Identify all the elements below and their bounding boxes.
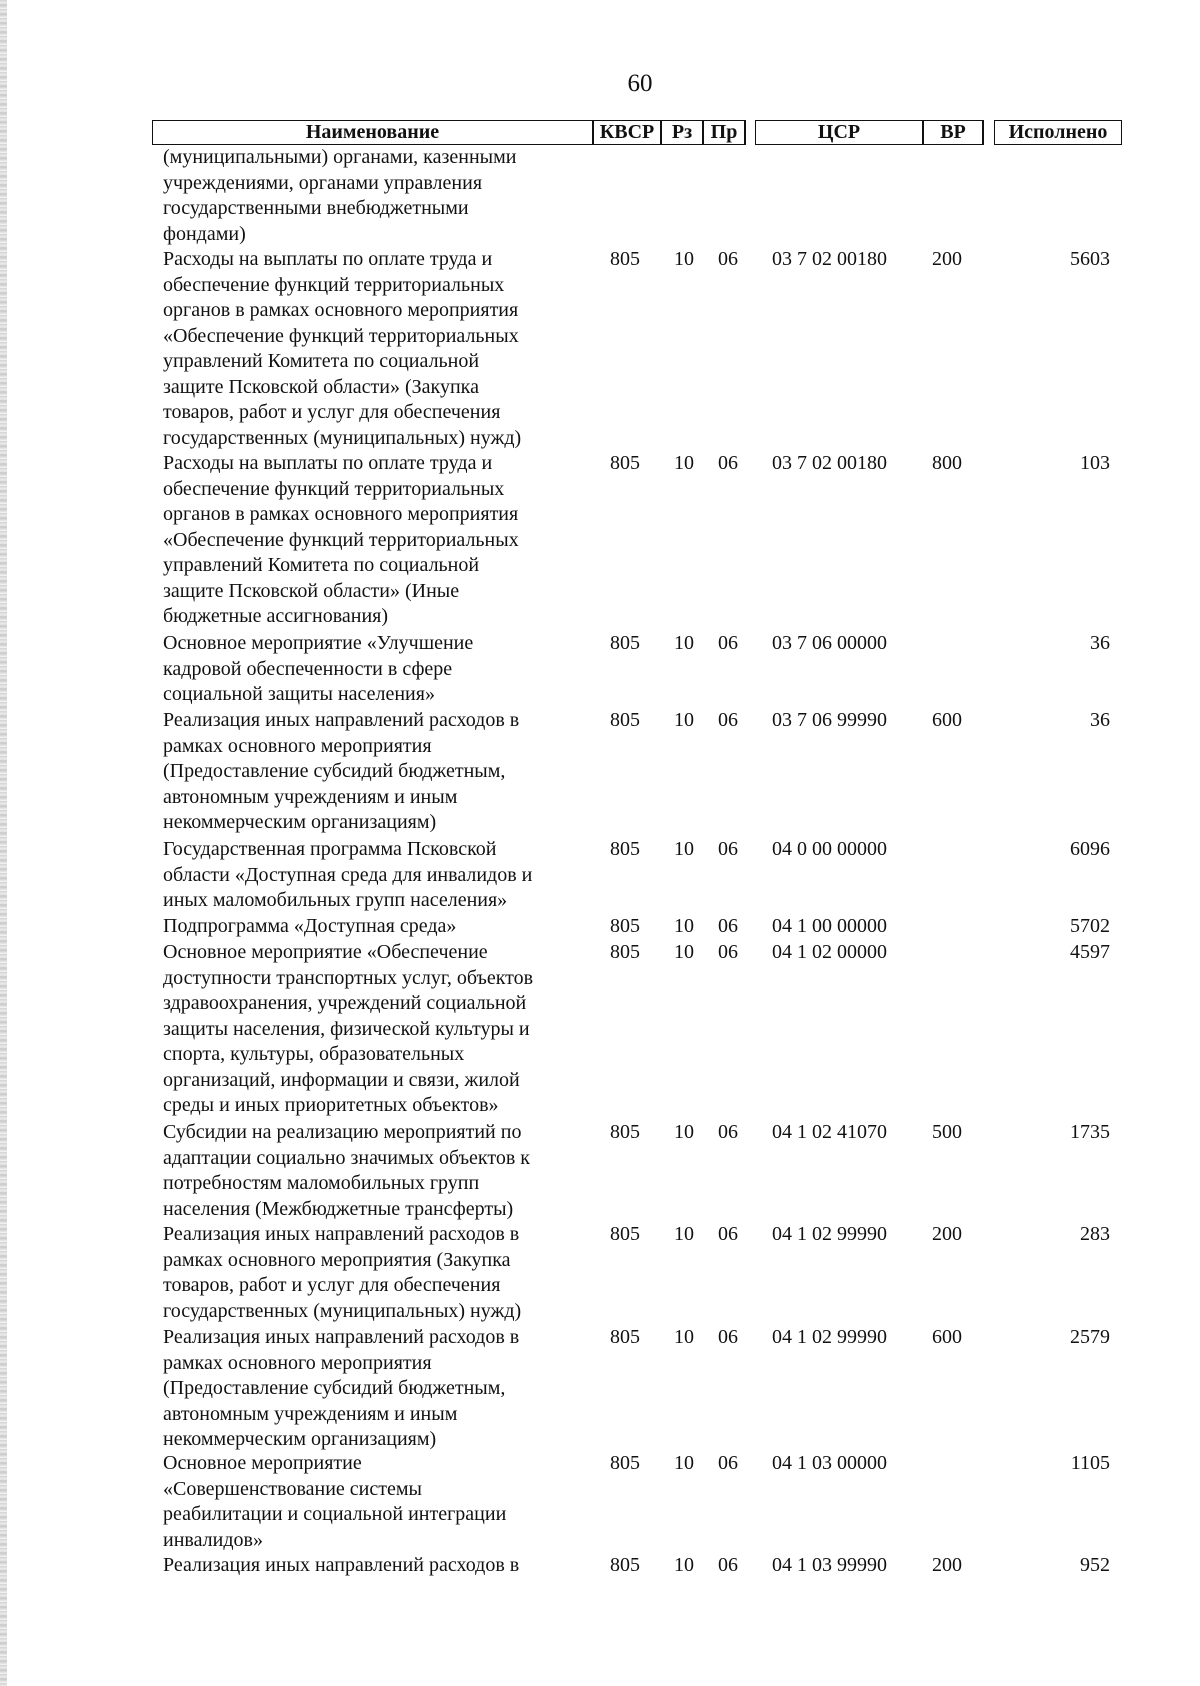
row-csr: 04 0 00 00000 (772, 838, 887, 860)
row-csr: 03 7 06 99990 (772, 709, 887, 731)
row-vr: 800 (932, 452, 962, 474)
row-vr: 200 (932, 248, 962, 270)
row-kvsr: 805 (610, 709, 640, 731)
row-name: Реализация иных направлений расходов в (163, 1554, 520, 1576)
row-vr: 500 (932, 1121, 962, 1143)
header-pr: Пр (703, 120, 745, 145)
row-done: 103 (1080, 452, 1110, 474)
row-kvsr: 805 (610, 452, 640, 474)
row-kvsr: 805 (610, 1452, 640, 1474)
row-name: Подпрограмма «Доступная среда» (163, 915, 457, 937)
row-rz: 10 (674, 1326, 694, 1348)
row-pr: 06 (718, 1452, 738, 1474)
row-kvsr: 805 (610, 1121, 640, 1143)
scan-edge-artifact (0, 0, 7, 1686)
row-name: Основное мероприятие «Совершенствование системы реабилитации и социальной интеграции инвалидов» (163, 1452, 507, 1551)
row-pr: 06 (718, 452, 738, 474)
row-rz: 10 (674, 1554, 694, 1576)
row-done: 5702 (1070, 915, 1110, 937)
row-csr: 04 1 03 99990 (772, 1554, 887, 1576)
row-pr: 06 (718, 838, 738, 860)
row-kvsr: 805 (610, 1223, 640, 1245)
row-kvsr: 805 (610, 248, 640, 270)
row-pr: 06 (718, 1223, 738, 1245)
header-vr: ВР (923, 120, 983, 145)
row-done: 4597 (1070, 941, 1110, 963)
header-gap (745, 120, 755, 145)
row-rz: 10 (674, 1223, 694, 1245)
row-done: 1105 (1070, 1452, 1110, 1474)
row-done: 952 (1080, 1554, 1110, 1576)
row-name: Реализация иных направлений расходов в рамках основного мероприятия (Предоставление субсидий бюджетным, автономным учреждениям и иным некоммерческим организациям) (163, 1326, 520, 1450)
header-kvsr: КВСР (593, 120, 661, 145)
row-done: 36 (1090, 632, 1110, 654)
row-kvsr: 805 (610, 1554, 640, 1576)
row-name: Субсидии на реализацию мероприятий по адаптации социально значимых объектов к потребностям маломобильных групп населения (Межбюджетные трансферты) (163, 1121, 531, 1220)
row-vr: 200 (932, 1223, 962, 1245)
row-done: 2579 (1070, 1326, 1110, 1348)
row-kvsr: 805 (610, 941, 640, 963)
row-pr: 06 (718, 632, 738, 654)
row-kvsr: 805 (610, 838, 640, 860)
row-csr: 04 1 02 99990 (772, 1223, 887, 1245)
row-name: (муниципальными) органами, казенными учреждениями, органами управления государственными внебюджетными фондами) (163, 146, 517, 245)
header-csr: ЦСР (755, 120, 923, 145)
row-rz: 10 (674, 915, 694, 937)
header-gap (983, 120, 994, 145)
row-csr: 04 1 03 00000 (772, 1452, 887, 1474)
row-vr: 600 (932, 709, 962, 731)
row-pr: 06 (718, 1554, 738, 1576)
row-done: 6096 (1070, 838, 1110, 860)
row-pr: 06 (718, 941, 738, 963)
row-csr: 04 1 00 00000 (772, 915, 887, 937)
row-vr: 200 (932, 1554, 962, 1576)
table-header (152, 120, 1122, 145)
row-name: Основное мероприятие «Улучшение кадровой обеспеченности в сфере социальной защиты населения» (163, 632, 474, 705)
row-name: Реализация иных направлений расходов в рамках основного мероприятия (Закупка товаров, работ и услуг для обеспечения государственных (муниципальных) нужд) (163, 1223, 522, 1322)
row-done: 5603 (1070, 248, 1110, 270)
row-name: Расходы на выплаты по оплате труда и обеспечение функций территориальных органов в рамках основного мероприятия «Обеспечение функций территориальных управлений Комитета по социальной защите Псковской области» (Закупка товаров, работ и услуг для обеспечения государственных (муниципальных) нужд) (163, 248, 522, 449)
row-rz: 10 (674, 248, 694, 270)
row-pr: 06 (718, 1326, 738, 1348)
row-rz: 10 (674, 838, 694, 860)
row-name: Государственная программа Псковской области «Доступная среда для инвалидов и иных маломобильных групп населения» (163, 838, 533, 911)
row-csr: 04 1 02 41070 (772, 1121, 887, 1143)
header-done: Исполнено (994, 120, 1122, 145)
row-rz: 10 (674, 632, 694, 654)
row-pr: 06 (718, 1121, 738, 1143)
row-done: 283 (1080, 1223, 1110, 1245)
header-rz: Рз (661, 120, 703, 145)
row-done: 36 (1090, 709, 1110, 731)
row-kvsr: 805 (610, 915, 640, 937)
row-pr: 06 (718, 248, 738, 270)
row-rz: 10 (674, 1121, 694, 1143)
row-rz: 10 (674, 452, 694, 474)
header-name: Наименование (152, 120, 593, 145)
row-csr: 04 1 02 99990 (772, 1326, 887, 1348)
row-rz: 10 (674, 709, 694, 731)
row-rz: 10 (674, 941, 694, 963)
row-kvsr: 805 (610, 632, 640, 654)
row-name: Расходы на выплаты по оплате труда и обеспечение функций территориальных органов в рамках основного мероприятия «Обеспечение функций территориальных управлений Комитета по социальной защите Псковской области» (Иные бюджетные ассигнования) (163, 452, 519, 627)
row-kvsr: 805 (610, 1326, 640, 1348)
row-vr: 600 (932, 1326, 962, 1348)
row-done: 1735 (1070, 1121, 1110, 1143)
row-csr: 03 7 06 00000 (772, 632, 887, 654)
row-pr: 06 (718, 709, 738, 731)
row-name: Реализация иных направлений расходов в рамках основного мероприятия (Предоставление субсидий бюджетным, автономным учреждениям и иным некоммерческим организациям) (163, 709, 520, 833)
row-csr: 03 7 02 00180 (772, 452, 887, 474)
row-pr: 06 (718, 915, 738, 937)
row-csr: 03 7 02 00180 (772, 248, 887, 270)
row-csr: 04 1 02 00000 (772, 941, 887, 963)
row-name: Основное мероприятие «Обеспечение доступности транспортных услуг, объектов здравоохранения, учреждений социальной защиты населения, физической культуры и спорта, культуры, образовательных организаций, информации и связи, жилой среды и иных приоритетных объектов» (163, 941, 534, 1116)
row-rz: 10 (674, 1452, 694, 1474)
page-number: 60 (627, 70, 653, 97)
